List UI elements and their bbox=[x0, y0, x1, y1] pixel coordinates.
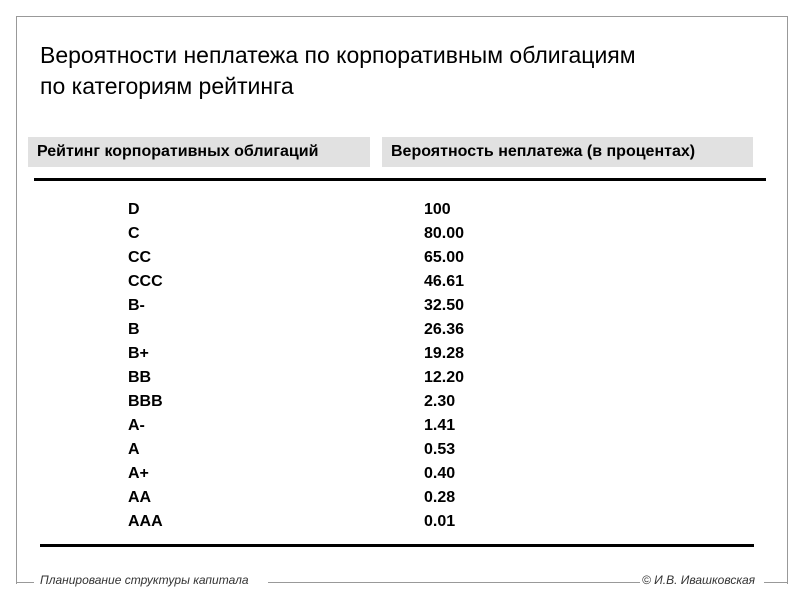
footer-divider-middle bbox=[268, 582, 640, 583]
rating-cell: AAA bbox=[128, 513, 163, 530]
probability-cell: 2.30 bbox=[424, 393, 456, 410]
rating-cell: B+ bbox=[128, 345, 149, 362]
table-top-rule bbox=[34, 178, 766, 181]
rating-cell: D bbox=[128, 201, 140, 218]
rating-cell: C bbox=[128, 225, 140, 242]
probability-cell: 32.50 bbox=[424, 297, 465, 314]
rating-column bbox=[128, 198, 163, 534]
probability-cell: 26.36 bbox=[424, 321, 465, 338]
slide-title-line-2: по категориям рейтинга bbox=[40, 73, 294, 99]
rating-cell: BBB bbox=[128, 393, 163, 410]
probability-cell: 1.41 bbox=[424, 417, 456, 434]
probability-column bbox=[424, 198, 464, 534]
column-header-probability: Вероятность неплатежа (в процентах) bbox=[382, 137, 753, 167]
footer-course-title: Планирование структуры капитала bbox=[40, 573, 249, 587]
slide-title bbox=[40, 40, 780, 102]
column-header-rating: Рейтинг корпоративных облигаций bbox=[28, 137, 370, 167]
probability-cell: 65.00 bbox=[424, 249, 465, 266]
rating-cell: A bbox=[128, 441, 140, 458]
probability-cell: 0.28 bbox=[424, 489, 456, 506]
probability-cell: 12.20 bbox=[424, 369, 465, 386]
rating-cell: CC bbox=[128, 249, 152, 266]
rating-cell: A- bbox=[128, 417, 145, 434]
footer-author: © И.В. Ивашковская bbox=[642, 573, 756, 587]
slide-footer bbox=[16, 572, 788, 594]
probability-cell: 0.53 bbox=[424, 441, 456, 458]
rating-cell: B- bbox=[128, 297, 145, 314]
rating-cell: B bbox=[128, 321, 140, 338]
probability-cell: 0.01 bbox=[424, 513, 456, 530]
rating-cell: AA bbox=[128, 489, 152, 506]
rating-cell: BB bbox=[128, 369, 152, 386]
probability-cell: 0.40 bbox=[424, 465, 456, 482]
table-bottom-rule bbox=[40, 544, 754, 547]
probability-cell: 19.28 bbox=[424, 345, 465, 362]
footer-divider-left bbox=[16, 582, 34, 583]
probability-cell: 80.00 bbox=[424, 225, 465, 242]
slide-title-line-1: Вероятности неплатежа по корпоративным облигациям bbox=[40, 42, 636, 68]
rating-cell: CCC bbox=[128, 273, 163, 290]
footer-divider-right bbox=[764, 582, 788, 583]
probability-cell: 46.61 bbox=[424, 273, 465, 290]
rating-cell: A+ bbox=[128, 465, 149, 482]
probability-cell: 100 bbox=[424, 201, 451, 218]
